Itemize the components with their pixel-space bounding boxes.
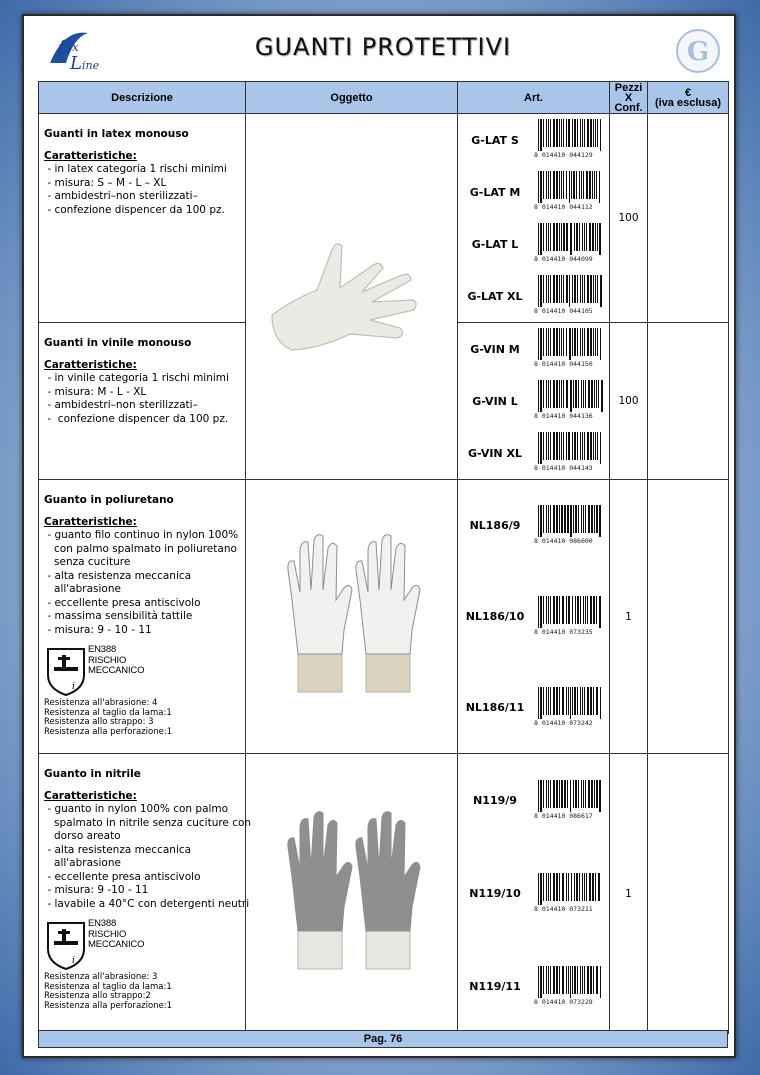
barcode-number: 8 014410 044136 xyxy=(534,412,593,420)
article-code: G-LAT L xyxy=(471,237,519,251)
barcode-bars xyxy=(534,171,606,203)
feature-line: spalmato in nitrile senza cuciture con xyxy=(44,816,252,829)
svg-text:i: i xyxy=(72,682,75,692)
caratteristiche-label: Caratteristiche: xyxy=(44,149,137,162)
product-name: Guanti in latex monouso xyxy=(44,128,189,140)
resistance-line: Resistenza allo strappo:2 xyxy=(44,991,151,1001)
product-table xyxy=(38,81,729,1034)
barcode-number: 8 014410 073242 xyxy=(534,718,593,727)
price-cell xyxy=(648,114,729,323)
product-description xyxy=(39,323,246,480)
article-list xyxy=(458,480,610,754)
article-code: N119/9 xyxy=(473,794,517,807)
en388-label-line: EN388 xyxy=(88,644,117,655)
svg-text:ine: ine xyxy=(82,59,100,72)
barcode-bars xyxy=(534,966,606,998)
barcode-number: 8 014410 086617 xyxy=(534,811,593,820)
col-oggetto: Oggetto xyxy=(246,82,458,114)
barcode-bars xyxy=(534,119,606,151)
barcode xyxy=(534,780,606,822)
barcode-number: 8 014410 044150 xyxy=(534,360,593,368)
feature-line: - ambidestri–non sterilizzati– xyxy=(44,190,198,202)
feature-line: senza cuciture xyxy=(44,556,131,568)
svg-text:L: L xyxy=(70,53,82,74)
product-name: Guanti in vinile monouso xyxy=(44,337,192,349)
feature-line: all'abrasione xyxy=(44,583,121,595)
latex-glove-image xyxy=(262,230,442,360)
catalog-page xyxy=(22,14,736,1058)
article-item xyxy=(458,218,609,270)
feature-line: - eccellente presa antiscivolo xyxy=(44,596,201,609)
feature-line: - eccellente presa antiscivolo xyxy=(44,870,201,883)
feature-line: - in vinile categoria 1 rischi minimi xyxy=(44,372,229,384)
article-item xyxy=(458,754,609,847)
polyurethane-glove-image xyxy=(272,530,432,700)
barcode xyxy=(534,687,606,729)
feature-line: - misura: 9 -10 - 11 xyxy=(44,884,149,896)
article-code: G-VIN XL xyxy=(468,446,522,460)
barcode-bars xyxy=(534,328,606,360)
barcode-number: 8 014410 044129 xyxy=(534,151,593,159)
pieces-per-pack: 1 xyxy=(610,754,648,1034)
caratteristiche-label: Caratteristiche: xyxy=(44,358,137,371)
en388-label-line: EN388 xyxy=(88,918,117,929)
col-prezzo: € (iva esclusa) xyxy=(648,82,729,114)
article-code: NL186/9 xyxy=(469,519,521,532)
barcode-number: 8 014410 044143 xyxy=(534,464,593,472)
article-code: NL186/11 xyxy=(465,701,525,714)
article-item xyxy=(458,940,609,1033)
barcode-bars xyxy=(534,873,606,905)
barcode-bars xyxy=(534,223,606,255)
feature-line: - misura: M - L - XL xyxy=(44,385,147,398)
article-list xyxy=(458,754,610,1034)
table-row xyxy=(39,480,729,754)
price-cell xyxy=(648,480,729,754)
article-item xyxy=(458,427,609,479)
resistance-list xyxy=(44,699,241,737)
barcode-number: 8 014410 073228 xyxy=(534,997,593,1006)
feature-line: - misura: 9 - 10 - 11 xyxy=(44,623,152,636)
product-name: Guanto in nitrile xyxy=(44,768,141,780)
table-header-row xyxy=(39,82,729,114)
product-image xyxy=(246,480,458,754)
article-item xyxy=(458,375,609,427)
pieces-per-pack: 100 xyxy=(610,114,648,323)
barcode-number: 8 014410 044112 xyxy=(534,203,593,211)
feature-line: - lavabile a 40°C con detergenti neutri xyxy=(44,897,250,910)
product-name: Guanto in poliuretano xyxy=(44,494,174,506)
col-art: Art. xyxy=(458,82,610,114)
article-item xyxy=(458,270,609,322)
barcode-bars xyxy=(534,687,606,719)
feature-line: - massima sensibilità tattile xyxy=(44,610,193,622)
svg-text:f: f xyxy=(58,37,65,58)
svg-text:i: i xyxy=(72,956,75,966)
article-item xyxy=(458,847,609,940)
en388-label-line: MECCANICO xyxy=(88,939,145,950)
feature-line: - misura: S – M - L – XL xyxy=(44,176,167,189)
page-title: GUANTI PROTETTIVI xyxy=(254,33,512,61)
table-row xyxy=(39,754,729,1034)
article-item xyxy=(458,323,609,375)
col-pezzi: Pezzi X Conf. xyxy=(610,82,648,114)
nitrile-glove-image xyxy=(272,807,432,977)
article-item xyxy=(458,571,609,662)
product-description xyxy=(39,114,246,323)
barcode-bars xyxy=(534,505,606,537)
g-badge-icon xyxy=(674,27,722,75)
en388-mark xyxy=(44,919,241,971)
en388-label-line: RISCHIO xyxy=(88,654,127,666)
pieces-per-pack: 1 xyxy=(610,480,648,754)
col-descrizione: Descrizione xyxy=(39,82,246,114)
barcode-bars xyxy=(534,780,606,812)
barcode-bars xyxy=(534,596,606,628)
article-code: G-LAT XL xyxy=(467,289,523,303)
barcode-number: 8 014410 044105 xyxy=(534,307,593,315)
product-description xyxy=(39,480,246,754)
barcode-number: 8 014410 073235 xyxy=(534,627,593,636)
en388-label xyxy=(88,645,144,677)
table-row xyxy=(39,114,729,323)
resistance-line: Resistenza alla perforazione:1 xyxy=(44,1000,173,1011)
svg-text:G: G xyxy=(686,37,710,67)
feature-line: - alta resistenza meccanica xyxy=(44,569,192,582)
feature-line: - guanto in nylon 100% con palmo xyxy=(44,803,229,815)
svg-text:ix: ix xyxy=(68,40,79,54)
en388-shield-icon xyxy=(44,919,88,971)
barcode xyxy=(534,873,606,915)
article-list xyxy=(458,114,610,323)
en388-label xyxy=(88,919,144,951)
en388-label-line: RISCHIO xyxy=(88,928,127,940)
resistance-line: Resistenza alla perforazione:1 xyxy=(44,726,173,737)
feature-line: - confezione dispencer da 100 pz. xyxy=(44,203,225,216)
page-number: Pag. 76 xyxy=(38,1030,728,1048)
resistance-line: Resistenza al taglio da lama:1 xyxy=(44,981,172,992)
resistance-line: Resistenza allo strappo: 3 xyxy=(44,717,154,727)
resistance-line: Resistenza al taglio da lama:1 xyxy=(44,707,172,718)
barcode xyxy=(534,171,606,213)
feature-line: - ambidestri–non sterilizzati– xyxy=(44,399,198,411)
en388-label-line: MECCANICO xyxy=(88,665,145,676)
product-image xyxy=(246,114,458,480)
article-code: G-VIN L xyxy=(472,394,518,408)
page-header xyxy=(38,19,728,83)
article-item xyxy=(458,166,609,218)
pieces-per-pack: 100 xyxy=(610,323,648,480)
product-description xyxy=(39,754,252,1034)
caratteristiche-label: Caratteristiche: xyxy=(44,789,137,802)
resistance-line: Resistenza all'abrasione: 4 xyxy=(44,698,158,708)
feature-line: all'abrasione xyxy=(44,857,121,869)
en388-mark xyxy=(44,645,241,697)
barcode xyxy=(534,966,606,1008)
barcode xyxy=(534,505,606,547)
barcode-bars xyxy=(534,275,606,307)
barcode-number: 8 014410 073211 xyxy=(534,904,593,913)
barcode-bars xyxy=(534,380,606,412)
article-code: NL186/10 xyxy=(465,610,525,623)
article-code: G-LAT S xyxy=(471,133,519,147)
feature-line: con palmo spalmato in poliuretano xyxy=(44,542,237,555)
barcode xyxy=(534,328,606,370)
barcode xyxy=(534,380,606,422)
article-item xyxy=(458,662,609,753)
barcode-number: 8 014410 044099 xyxy=(534,255,593,263)
article-code: N119/11 xyxy=(469,980,521,993)
resistance-line: Resistenza all'abrasione: 3 xyxy=(44,972,158,982)
barcode xyxy=(534,275,606,317)
barcode-number: 8 014410 086600 xyxy=(534,536,593,545)
feature-line: dorso areato xyxy=(44,830,121,842)
barcode xyxy=(534,596,606,638)
resistance-list xyxy=(44,973,241,1011)
product-image xyxy=(246,754,458,1034)
price-cell xyxy=(648,323,729,480)
caratteristiche-label: Caratteristiche: xyxy=(44,515,137,528)
en388-shield-icon xyxy=(44,645,88,697)
feature-line: - in latex categoria 1 rischi minimi xyxy=(44,163,227,175)
feature-line: - alta resistenza meccanica xyxy=(44,843,192,856)
article-code: G-LAT M xyxy=(469,185,521,199)
article-code: G-VIN M xyxy=(470,342,520,356)
article-item xyxy=(458,114,609,166)
feature-line: - guanto filo continuo in nylon 100% xyxy=(44,529,239,541)
article-list xyxy=(458,323,610,480)
article-code: N119/10 xyxy=(469,887,521,900)
article-item xyxy=(458,480,609,571)
barcode-bars xyxy=(534,432,606,464)
barcode xyxy=(534,432,606,474)
feature-line: - confezione dispencer da 100 pz. xyxy=(44,412,229,425)
price-cell xyxy=(648,754,729,1034)
barcode xyxy=(534,223,606,265)
barcode xyxy=(534,119,606,161)
